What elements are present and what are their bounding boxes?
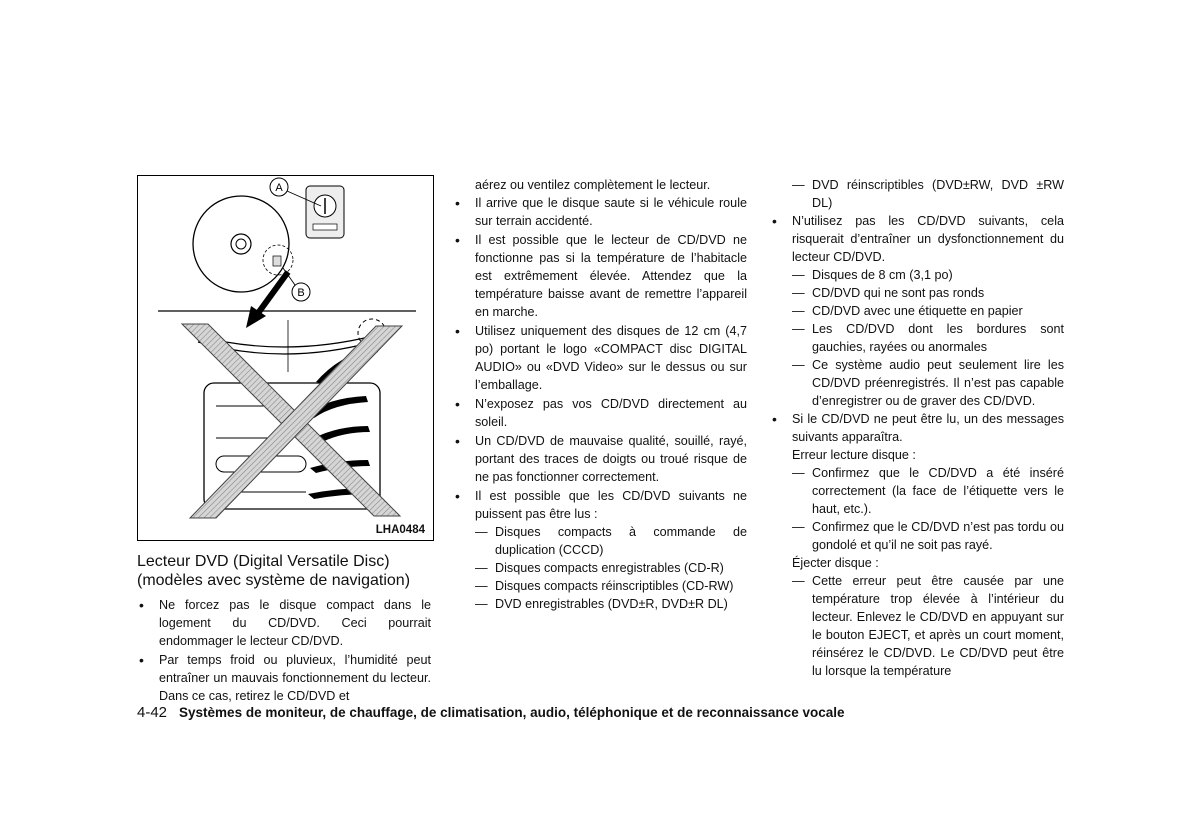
continuation-text: aérez ou ventilez complètement le lecteur. [475,178,711,192]
list-item: • Par temps froid ou pluvieux, l’humidité peut entraîner un mauvais fonctionnement du lecteur. Dans ce cas, retirez le CD/DVD et [137,651,431,705]
column-2 [453,176,747,613]
list-item: • Si le CD/DVD ne peut être lu, un des messages suivants apparaîtra. [770,410,1064,446]
dash-item: — Disques compacts à commande de duplication (CCCD) [475,523,747,559]
bullet-list [770,212,1064,266]
svg-text:A: A [275,182,283,194]
illustration-figure [137,175,434,541]
dash-item: — Ce système audio peut seulement lire les CD/DVD préenregistrés. Il n’est pas capable d’enregistrer ou de graver des CD/DVD. [792,356,1064,410]
dash-list [792,464,1064,554]
cd-insertion-diagram [138,176,435,542]
list-item: • Utilisez uniquement des disques de 12 cm (4,7 po) portant le logo «COMPACT disc DIGITAL AUDIO» ou «DVD Video» sur le dessus ou sur l’emballage. [453,322,747,394]
disc-logo-icon [306,186,344,238]
message-label: Éjecter disque : [792,556,879,570]
list-item: • N’exposez pas vos CD/DVD directement au soleil. [453,395,747,431]
dash-item: — DVD réinscriptibles (DVD±RW, DVD ±RW DL) [792,176,1064,212]
list-item: • Un CD/DVD de mauvaise qualité, souillé, rayé, portant des traces de doigts ou troué risque de ne pas fonctionner correctement. [453,432,747,486]
list-item: • Il est possible que le lecteur de CD/DVD ne fonctionne pas si la température de l’habitacle est extrêmement élevée. Attendez que la température baisse avant de remettre l’appareil en marche. [453,231,747,321]
page-footer [137,704,844,721]
dash-list [792,266,1064,410]
message-label: Erreur lecture disque : [792,448,916,462]
dash-item: — CD/DVD qui ne sont pas ronds [792,284,1064,302]
dash-item: — Les CD/DVD dont les bordures sont gauchies, rayées ou anormales [792,320,1064,356]
list-item: • N’utilisez pas les CD/DVD suivants, cela risquerait d’entraîner un dysfonctionnement du lecteur CD/DVD. [770,212,1064,266]
list-item: • Il est possible que les CD/DVD suivants ne puissent pas être lus : [453,487,747,523]
bullet-list [770,410,1064,446]
section-title: Systèmes de moniteur, de chauffage, de climatisation, audio, téléphonique et de reconnaissance vocale [179,705,845,720]
compact-disc-icon [193,196,289,292]
section-heading: Lecteur DVD (Digital Versatile Disc) (modèles avec système de navigation) [137,553,411,589]
dash-item: — Disques compacts enregistrables (CD-R) [475,559,747,577]
dash-item: — Confirmez que le CD/DVD a été inséré correctement (la face de l’étiquette vers le haut, etc.). [792,464,1064,518]
list-item: • Il arrive que le disque saute si le véhicule roule sur terrain accidenté. [453,194,747,230]
dash-item: — Cette erreur peut être causée par une température trop élevée à l’intérieur du lecteur. Enlevez le CD/DVD en appuyant sur le bouton EJECT, et après un court moment, réinsérez le CD/DVD. Le CD/DVD peut être lu lorsque la température [792,572,1064,680]
dash-list [475,523,747,613]
dash-item: — Confirmez que le CD/DVD n’est pas tordu ou gondolé et qu’il ne soit pas rayé. [792,518,1064,554]
dash-item: — CD/DVD avec une étiquette en papier [792,302,1064,320]
dash-item: — DVD enregistrables (DVD±R, DVD±R DL) [475,595,747,613]
dash-item: — Disques de 8 cm (3,1 po) [792,266,1064,284]
svg-text:B: B [297,287,305,299]
column-3 [770,176,1064,680]
column-1 [137,552,431,705]
page-number: 4-42 [137,704,168,721]
bullet-list [453,194,747,523]
figure-code: LHA0484 [375,524,425,536]
dash-item: — Disques compacts réinscriptibles (CD-RW) [475,577,747,595]
bullet-list [137,596,431,705]
dash-list [792,176,1064,212]
dash-list [792,572,1064,680]
list-item: • Ne forcez pas le disque compact dans le logement du CD/DVD. Ceci pourrait endommager le lecteur CD/DVD. [137,596,431,650]
